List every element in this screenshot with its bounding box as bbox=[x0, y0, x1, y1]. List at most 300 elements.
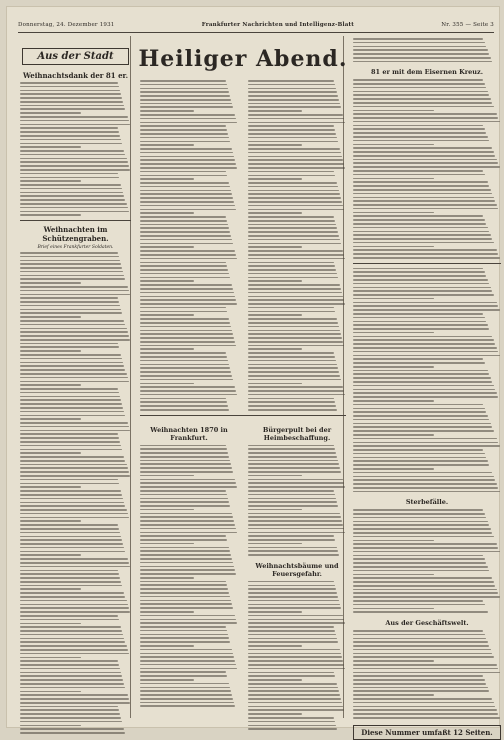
text-line bbox=[20, 362, 123, 364]
text-line bbox=[248, 367, 338, 369]
text-line bbox=[248, 280, 302, 282]
text-line bbox=[353, 328, 489, 330]
text-line bbox=[248, 622, 345, 624]
article-text bbox=[351, 268, 503, 493]
text-line bbox=[20, 456, 124, 458]
text-line bbox=[248, 596, 338, 598]
text-line bbox=[248, 262, 334, 264]
text-line bbox=[248, 307, 334, 309]
text-line bbox=[353, 415, 488, 417]
text-line bbox=[248, 698, 341, 700]
text-line bbox=[353, 204, 497, 206]
text-line bbox=[248, 721, 335, 723]
text-line bbox=[248, 95, 338, 97]
text-line bbox=[248, 224, 336, 226]
text-line bbox=[248, 634, 336, 636]
text-line bbox=[20, 471, 129, 473]
text-line bbox=[353, 234, 491, 236]
text-line bbox=[248, 171, 334, 173]
text-line bbox=[20, 343, 118, 345]
text-line bbox=[353, 102, 492, 104]
text-line bbox=[248, 528, 344, 530]
text-line bbox=[248, 611, 302, 613]
text-line bbox=[353, 91, 488, 93]
text-line bbox=[140, 322, 230, 324]
text-line bbox=[353, 404, 483, 406]
text-line bbox=[20, 528, 119, 530]
text-line bbox=[353, 521, 488, 523]
text-line bbox=[140, 607, 233, 609]
text-line bbox=[20, 581, 121, 583]
text-line bbox=[140, 675, 227, 677]
text-line bbox=[353, 110, 434, 112]
text-line bbox=[140, 445, 226, 447]
text-line bbox=[140, 364, 229, 366]
text-line bbox=[248, 467, 340, 469]
text-line bbox=[248, 550, 338, 552]
text-line bbox=[20, 260, 120, 262]
text-line bbox=[20, 641, 125, 643]
text-line bbox=[248, 148, 340, 150]
text-line bbox=[353, 231, 489, 233]
text-line bbox=[353, 694, 434, 696]
text-line bbox=[20, 309, 121, 311]
text-line bbox=[248, 475, 302, 477]
text-line bbox=[140, 345, 236, 347]
text-line bbox=[20, 452, 81, 454]
text-line bbox=[353, 532, 492, 534]
text-line bbox=[248, 371, 339, 373]
text-line bbox=[140, 467, 232, 469]
text-line bbox=[140, 539, 227, 541]
text-line bbox=[140, 352, 226, 354]
text-line bbox=[140, 178, 194, 180]
text-line bbox=[140, 250, 235, 252]
text-line bbox=[353, 189, 491, 191]
text-line bbox=[20, 211, 129, 213]
text-line bbox=[353, 423, 491, 425]
text-line bbox=[20, 154, 125, 156]
text-line bbox=[353, 132, 486, 134]
text-line bbox=[353, 649, 491, 651]
text-line bbox=[248, 445, 334, 447]
text-line bbox=[353, 679, 485, 681]
article-headline: 81 er mit dem Eisernen Kreuz. bbox=[371, 68, 483, 77]
text-line bbox=[353, 113, 497, 115]
text-line bbox=[20, 195, 124, 197]
text-line bbox=[353, 128, 485, 130]
text-line bbox=[248, 490, 334, 492]
text-line bbox=[353, 136, 488, 138]
text-line bbox=[248, 110, 302, 112]
text-line bbox=[140, 80, 226, 82]
text-line bbox=[20, 278, 125, 280]
text-line bbox=[353, 709, 497, 711]
text-line bbox=[20, 691, 81, 693]
text-line bbox=[20, 282, 81, 284]
text-line bbox=[353, 275, 486, 277]
text-line bbox=[20, 486, 81, 488]
text-line bbox=[248, 524, 343, 526]
text-line bbox=[140, 258, 237, 260]
text-line bbox=[20, 709, 119, 711]
text-line bbox=[353, 528, 491, 530]
text-line bbox=[353, 479, 495, 481]
text-line bbox=[353, 351, 498, 353]
text-line bbox=[140, 284, 232, 286]
text-line bbox=[140, 687, 230, 689]
text-line bbox=[20, 396, 120, 398]
text-line bbox=[20, 294, 130, 296]
text-line bbox=[248, 231, 338, 233]
text-line bbox=[140, 299, 236, 301]
text-line bbox=[353, 147, 492, 149]
text-line bbox=[248, 122, 345, 124]
text-line bbox=[353, 279, 488, 281]
text-line bbox=[140, 498, 228, 500]
text-line bbox=[140, 405, 228, 407]
text-line bbox=[20, 365, 124, 367]
text-line bbox=[20, 384, 81, 386]
text-line bbox=[248, 645, 302, 647]
text-line bbox=[353, 290, 492, 292]
lower-articles bbox=[138, 420, 348, 730]
text-line bbox=[140, 360, 228, 362]
text-line bbox=[20, 630, 122, 632]
text-line bbox=[140, 227, 229, 229]
text-line bbox=[20, 683, 124, 685]
text-line bbox=[353, 585, 495, 587]
text-line bbox=[353, 121, 500, 123]
text-line bbox=[353, 513, 485, 515]
text-line bbox=[140, 182, 229, 184]
text-line bbox=[140, 524, 235, 526]
text-line bbox=[140, 330, 232, 332]
text-line bbox=[140, 452, 228, 454]
text-line bbox=[353, 683, 486, 685]
text-line bbox=[140, 216, 226, 218]
text-line bbox=[248, 258, 345, 260]
text-line bbox=[140, 292, 234, 294]
text-line bbox=[248, 106, 341, 108]
text-line bbox=[248, 641, 338, 643]
text-line bbox=[20, 290, 129, 292]
text-line bbox=[353, 317, 485, 319]
article-headline: Weihnachtsbäume und Feuersgefahr. bbox=[255, 561, 339, 578]
text-line bbox=[20, 725, 81, 727]
column-3 bbox=[351, 38, 503, 740]
text-line bbox=[353, 664, 497, 666]
text-line bbox=[140, 348, 194, 350]
text-line bbox=[140, 175, 227, 177]
text-line bbox=[140, 190, 231, 192]
text-line bbox=[20, 558, 128, 560]
text-line bbox=[248, 664, 344, 666]
text-line bbox=[140, 664, 236, 666]
text-line bbox=[20, 604, 128, 606]
text-line bbox=[248, 299, 344, 301]
text-line bbox=[353, 430, 494, 432]
text-line bbox=[20, 623, 81, 625]
text-line bbox=[248, 337, 342, 339]
text-line bbox=[353, 540, 434, 542]
text-line bbox=[20, 331, 128, 333]
text-line bbox=[353, 106, 494, 108]
text-line bbox=[140, 386, 235, 388]
text-line bbox=[353, 253, 498, 255]
text-line bbox=[248, 409, 337, 411]
text-line bbox=[140, 520, 234, 522]
text-line bbox=[20, 596, 125, 598]
text-line bbox=[353, 271, 485, 273]
text-line bbox=[353, 298, 434, 300]
text-line bbox=[248, 547, 337, 549]
text-line bbox=[20, 490, 121, 492]
text-line bbox=[20, 97, 122, 99]
text-line bbox=[248, 114, 343, 116]
text-line bbox=[140, 619, 236, 621]
article-headline: Weihnachten 1870 in Frankfurt. bbox=[150, 425, 228, 442]
text-line bbox=[248, 709, 344, 711]
text-line bbox=[140, 626, 226, 628]
text-line bbox=[140, 649, 232, 651]
text-line bbox=[353, 389, 495, 391]
text-line bbox=[353, 283, 489, 285]
text-line bbox=[248, 129, 335, 131]
text-line bbox=[20, 324, 125, 326]
text-line bbox=[248, 277, 338, 279]
text-line bbox=[248, 311, 335, 313]
text-line bbox=[248, 448, 335, 450]
article-text bbox=[138, 445, 240, 708]
text-line bbox=[20, 267, 122, 269]
text-line bbox=[353, 668, 498, 670]
text-line bbox=[248, 516, 341, 518]
text-line bbox=[353, 645, 489, 647]
text-line bbox=[140, 303, 237, 305]
text-line bbox=[140, 265, 227, 267]
text-line bbox=[140, 156, 234, 158]
text-line bbox=[140, 622, 237, 624]
text-line bbox=[140, 509, 194, 511]
text-line bbox=[20, 592, 124, 594]
text-line bbox=[140, 379, 233, 381]
text-line bbox=[140, 296, 235, 298]
text-line bbox=[353, 396, 498, 398]
text-line bbox=[353, 332, 434, 334]
text-line bbox=[140, 596, 230, 598]
text-line bbox=[248, 88, 336, 90]
text-line bbox=[353, 706, 495, 708]
text-line bbox=[140, 209, 236, 211]
text-line bbox=[140, 694, 232, 696]
text-line bbox=[20, 184, 121, 186]
text-line bbox=[248, 463, 339, 465]
text-line bbox=[20, 664, 119, 666]
text-line bbox=[248, 322, 338, 324]
text-line bbox=[248, 702, 342, 704]
text-line bbox=[248, 103, 340, 105]
text-line bbox=[353, 200, 495, 202]
text-line bbox=[140, 479, 235, 481]
text-line bbox=[20, 653, 129, 655]
text-line bbox=[248, 398, 334, 400]
text-line bbox=[353, 600, 483, 602]
text-line bbox=[353, 555, 483, 557]
text-line bbox=[248, 505, 338, 507]
text-line bbox=[353, 242, 494, 244]
text-line bbox=[248, 679, 302, 681]
text-line bbox=[140, 114, 235, 116]
text-line bbox=[140, 88, 228, 90]
text-line bbox=[140, 371, 231, 373]
text-line bbox=[353, 125, 483, 127]
text-line bbox=[20, 358, 122, 360]
text-line bbox=[140, 592, 229, 594]
text-line bbox=[20, 127, 118, 129]
text-line bbox=[140, 367, 230, 369]
text-line bbox=[353, 656, 494, 658]
text-line bbox=[353, 690, 489, 692]
text-line bbox=[353, 373, 489, 375]
text-line bbox=[140, 235, 231, 237]
text-line bbox=[20, 426, 129, 428]
text-line bbox=[140, 122, 237, 124]
text-line bbox=[248, 163, 344, 165]
text-line bbox=[353, 702, 494, 704]
text-line bbox=[20, 607, 129, 609]
text-line bbox=[140, 110, 194, 112]
text-line bbox=[248, 394, 345, 396]
text-line bbox=[140, 231, 230, 233]
text-line bbox=[353, 174, 485, 176]
text-line bbox=[140, 118, 236, 120]
text-line bbox=[248, 706, 343, 708]
text-line bbox=[140, 543, 194, 545]
text-line bbox=[140, 401, 227, 403]
text-line bbox=[140, 201, 234, 203]
text-line bbox=[248, 133, 336, 135]
text-line bbox=[20, 316, 81, 318]
text-line bbox=[353, 309, 500, 311]
text-line bbox=[353, 197, 494, 199]
text-line bbox=[248, 482, 344, 484]
text-line bbox=[140, 475, 194, 477]
text-line bbox=[20, 388, 118, 390]
text-line bbox=[20, 467, 128, 469]
text-line bbox=[20, 346, 119, 348]
article-two-column-body bbox=[138, 80, 348, 411]
text-line bbox=[248, 668, 345, 670]
text-line bbox=[353, 302, 497, 304]
text-line bbox=[353, 208, 498, 210]
text-line bbox=[353, 336, 492, 338]
text-line bbox=[20, 668, 120, 670]
text-line bbox=[248, 288, 341, 290]
text-line bbox=[353, 566, 488, 568]
text-line bbox=[248, 216, 334, 218]
text-line bbox=[248, 254, 344, 256]
text-line bbox=[140, 562, 233, 564]
text-line bbox=[353, 536, 494, 538]
text-line bbox=[140, 91, 229, 93]
text-line bbox=[353, 46, 486, 48]
text-line bbox=[248, 296, 343, 298]
header-page-number: Nr. 355 — Seite 3 bbox=[441, 22, 494, 28]
divider bbox=[353, 263, 501, 264]
text-line bbox=[140, 668, 237, 670]
text-line bbox=[248, 284, 340, 286]
text-line bbox=[248, 141, 338, 143]
header-date: Donnerstag, 24. Dezember 1931 bbox=[18, 22, 115, 28]
page-count-notice: Diese Nummer umfaßt 12 Seiten. bbox=[353, 725, 501, 740]
text-line bbox=[353, 151, 494, 153]
text-line bbox=[140, 471, 233, 473]
text-line bbox=[353, 468, 434, 470]
text-line bbox=[20, 422, 128, 424]
text-line bbox=[140, 486, 237, 488]
text-line bbox=[248, 314, 302, 316]
text-line bbox=[20, 702, 130, 704]
text-line bbox=[248, 178, 302, 180]
text-line bbox=[140, 501, 229, 503]
text-line bbox=[248, 182, 337, 184]
text-line bbox=[20, 373, 127, 375]
text-line bbox=[140, 550, 230, 552]
text-line bbox=[140, 516, 233, 518]
text-line bbox=[248, 159, 343, 161]
text-line bbox=[140, 224, 228, 226]
text-line bbox=[248, 585, 335, 587]
text-line bbox=[20, 505, 125, 507]
text-line bbox=[140, 634, 228, 636]
text-line bbox=[20, 165, 129, 167]
article-text bbox=[351, 38, 503, 62]
article-text bbox=[138, 80, 240, 411]
text-line bbox=[353, 117, 498, 119]
text-line bbox=[20, 312, 122, 314]
text-line bbox=[353, 339, 494, 341]
text-line bbox=[353, 170, 483, 172]
text-line bbox=[140, 95, 230, 97]
text-line bbox=[140, 159, 235, 161]
column-2 bbox=[138, 38, 348, 730]
text-line bbox=[20, 177, 119, 179]
text-line bbox=[20, 585, 122, 587]
text-line bbox=[353, 641, 488, 643]
text-line bbox=[248, 592, 337, 594]
text-line bbox=[20, 158, 127, 160]
text-line bbox=[353, 596, 500, 598]
text-line bbox=[20, 721, 122, 723]
text-line bbox=[248, 197, 341, 199]
text-line bbox=[353, 581, 494, 583]
article-headline: Bürgerpult bei der Heimbeschaffung. bbox=[262, 425, 332, 442]
text-line bbox=[353, 61, 492, 63]
text-line bbox=[248, 125, 334, 127]
text-line bbox=[20, 173, 118, 175]
text-line bbox=[20, 698, 129, 700]
text-line bbox=[248, 186, 338, 188]
text-line bbox=[140, 554, 231, 556]
text-line bbox=[20, 271, 123, 273]
text-line bbox=[20, 570, 118, 572]
text-line bbox=[140, 584, 227, 586]
text-line bbox=[353, 321, 486, 323]
text-line bbox=[20, 131, 119, 133]
text-line bbox=[20, 717, 121, 719]
text-line bbox=[353, 491, 500, 493]
